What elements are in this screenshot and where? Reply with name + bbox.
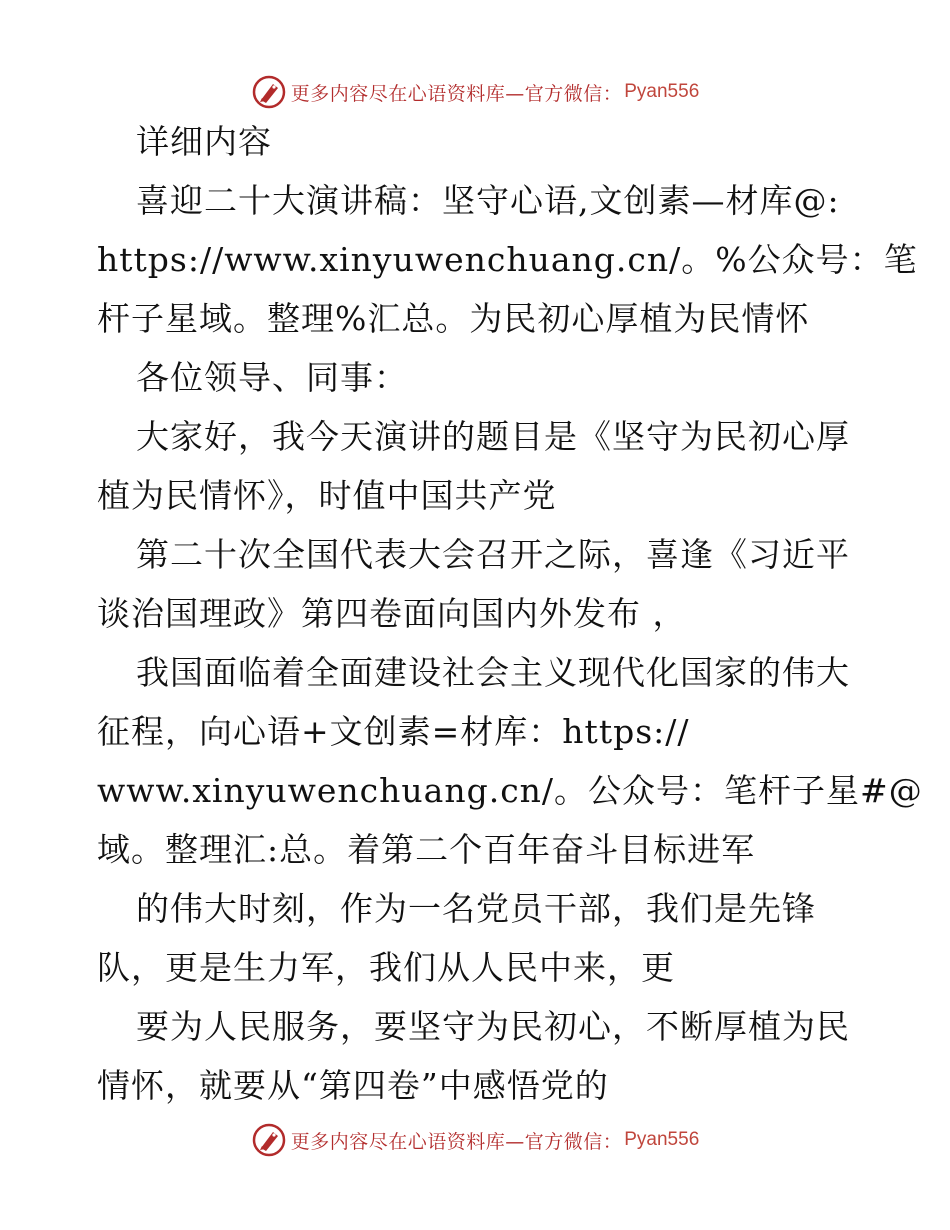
text-line: 队，更是生力军，我们从人民中来，更 [97, 948, 675, 987]
watermark-wechat-id: Pyan556 [624, 81, 700, 102]
text-line: 详细内容 [136, 122, 272, 161]
footer-watermark [0, 1120, 950, 1160]
text-line: https://www.xinyuwenchuang.cn/。%公众号：笔 [97, 240, 918, 279]
text-line: www.xinyuwenchuang.cn/。公众号：笔杆子星#@ [97, 771, 923, 810]
text-line: 植为民情怀》，时值中国共产党 [97, 476, 557, 515]
text-line: 征程，向心语+文创素=材库：https:// [97, 712, 690, 751]
header-watermark [0, 72, 950, 112]
text-line: 杆子星域。整理%汇总。为民初心厚植为民情怀 [97, 299, 810, 338]
text-line: 第二十次全国代表大会召开之际，喜逢《习近平 [136, 535, 850, 574]
text-line: 域。整理汇:总。着第二个百年奋斗目标进军 [97, 830, 756, 869]
pen-nib-logo-icon [251, 1122, 287, 1158]
text-line: 情怀，就要从“第四卷”中感悟党的 [97, 1066, 609, 1105]
text-line: 谈治国理政》第四卷面向国内外发布 ， [97, 594, 687, 633]
watermark-text: 更多内容尽在心语资料库—官方微信： [290, 1130, 623, 1153]
watermark-text: 更多内容尽在心语资料库—官方微信： [290, 82, 623, 105]
text-line: 的伟大时刻，作为一名党员干部，我们是先锋 [136, 889, 816, 928]
text-line: 各位领导、同事： [136, 358, 408, 397]
text-line: 要为人民服务，要坚守为民初心，不断厚植为民 [136, 1007, 850, 1046]
text-line: 我国面临着全面建设社会主义现代化国家的伟大 [136, 653, 850, 692]
pen-nib-logo-icon [251, 74, 287, 110]
watermark-wechat-id: Pyan556 [624, 1129, 700, 1150]
text-line: 大家好，我今天演讲的题目是《坚守为民初心厚 [136, 417, 850, 456]
text-line: 喜迎二十大演讲稿：坚守心语,文创素—材库@: [136, 181, 840, 220]
